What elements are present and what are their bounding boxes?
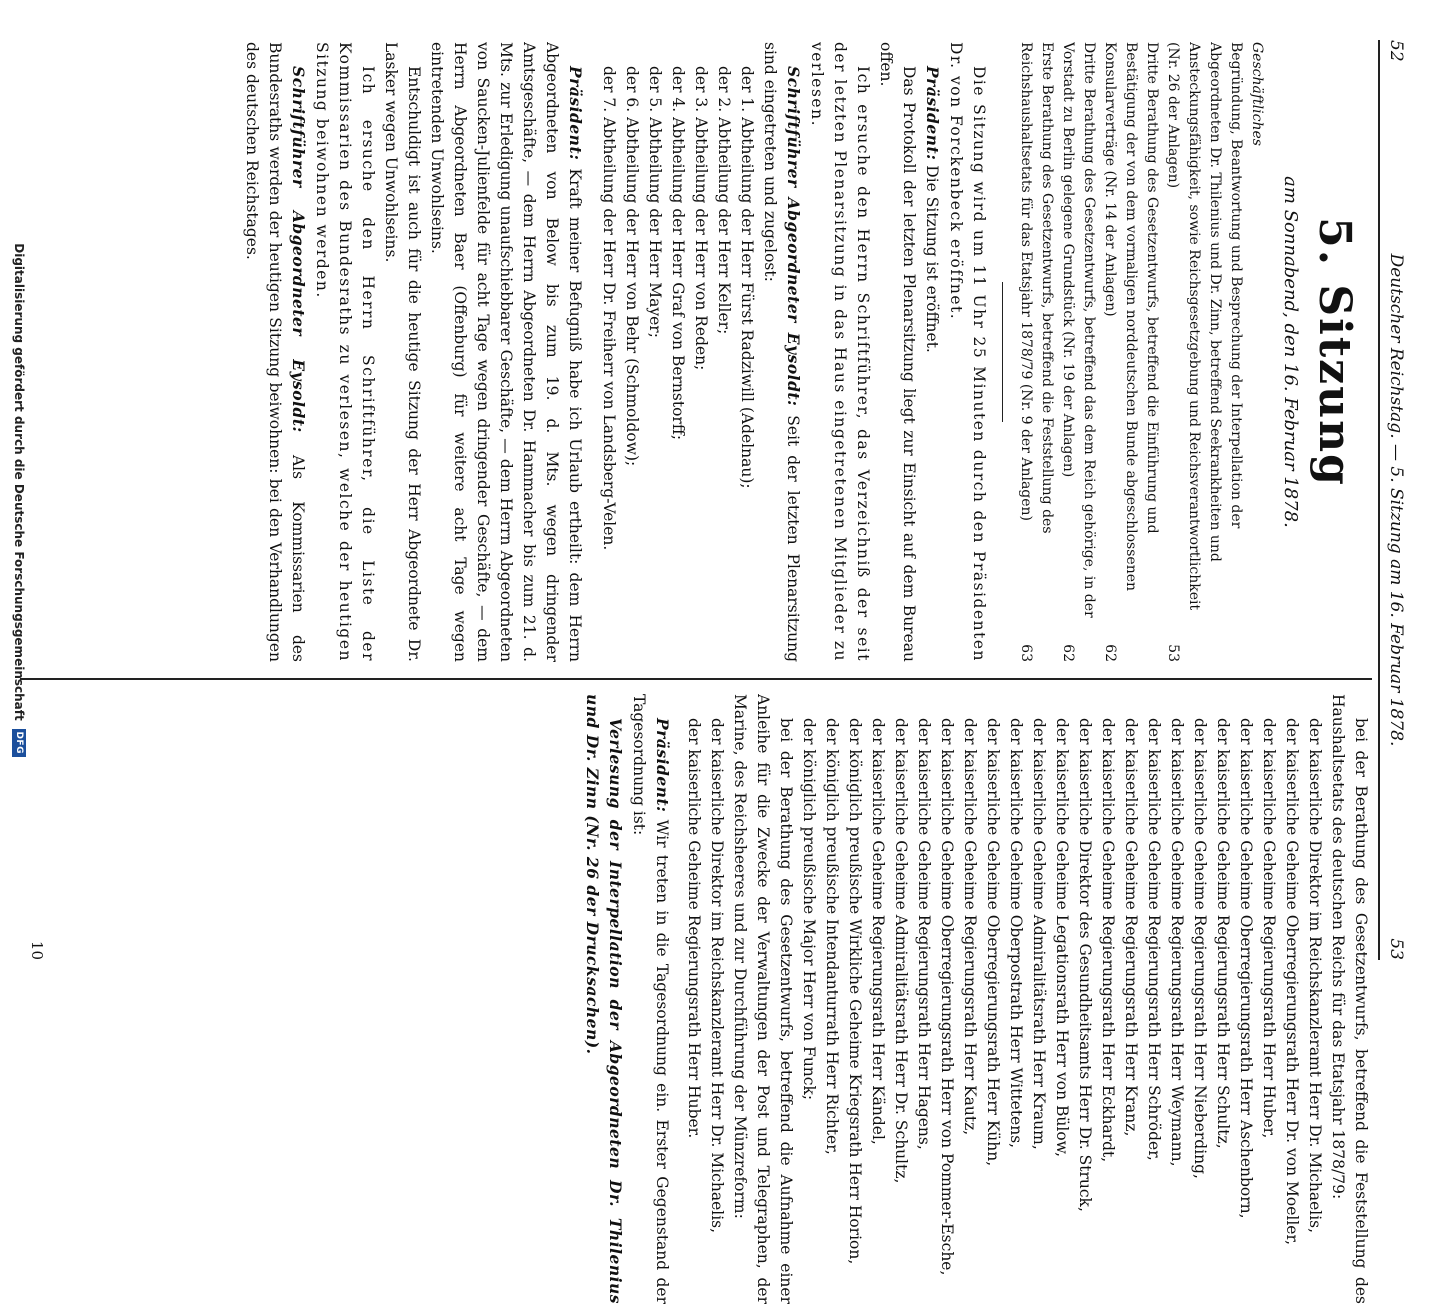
secretary-statement-2: Schriftführer Abgeordneter Eysoldt: Als Kommissarien des Bundesraths werden der heutigen Sitzung beiwohnen: bei den Verhandlungen des deutschen Reichstages. bbox=[243, 42, 308, 662]
list-item: der kaiserliche Direktor im Reichskanzleramt Herr Dr. Michaelis, bbox=[708, 718, 726, 1234]
list-item: der 4. Abtheilung der Herr Graf von Bernstorff; bbox=[669, 66, 687, 441]
list-item: der kaiserliche Geheime Regierungsrath Herr Kautz, bbox=[961, 718, 979, 1136]
list-item: der kaiserliche Geheime Oberregierungsrath Herr Aschenborn, bbox=[1237, 718, 1255, 1219]
list-item: der königlich preußische Wirkliche Geheime Kriegsrath Herr Horion, bbox=[846, 718, 864, 1265]
request2-paragraph: Ich ersuche den Herrn Schriftführer, die Liste der Kommissarien des Bundesraths zu verlesen, welche der heutigen Sitzung beiwohnen werden. bbox=[313, 42, 377, 662]
excused-paragraph: Entschuldigt ist auch für die heutige Sitzung der Herr Abgeordnete Dr. Lasker wegen Unwohlseins. bbox=[382, 42, 423, 662]
opening-paragraph: Die Sitzung wird um 11 Uhr 25 Minuten durch den Präsidenten Dr. von Forckenbeck eröffnet. bbox=[947, 42, 988, 662]
speaker-label: Schriftführer Abgeordneter Eysoldt: bbox=[289, 66, 308, 433]
digitization-footer bbox=[4, 0, 34, 1000]
dfg-logo: DFG bbox=[12, 729, 26, 757]
toc-entry: Begründung, Beantwortung und Besprechung der Interpellation der Abgeordneten Dr. Thilenius und Dr. Zinn, betreffend Seekrankheiten und Ansteckungsfähigkeit, sowie Reichsgesetzgebung und Reichsverantwortlichkeit (Nr. 26 der Anlagen) 53 bbox=[1165, 42, 1244, 662]
list-item: der königlich preußische Major Herr von Funck; bbox=[800, 718, 818, 1101]
session-title: 5. Sitzung bbox=[1309, 217, 1360, 487]
list-item: der kaiserliche Geheime Oberregierungsrath Herr von Pommer-Esche, bbox=[938, 718, 956, 1276]
list-item: der kaiserliche Geheime Admiralitätsrath Herr Kraum, bbox=[1030, 718, 1048, 1150]
intro-paragraph: bei der Berathung des Gesetzentwurfs, betreffend die Feststellung des Haushaltsetats des deutschen Reichs für das Etatsjahr 1878/79: bbox=[1329, 694, 1370, 1304]
list-item: der kaiserliche Geheime Oberregierungsrath Herr Dr. von Moeller, bbox=[1283, 718, 1301, 1246]
list-item: der kaiserliche Geheime Regierungsrath Herr Weymann, bbox=[1168, 718, 1186, 1167]
signature-number: 10 bbox=[28, 940, 46, 960]
column-separator bbox=[20, 678, 1372, 680]
president-leave: Präsident: Kraft meiner Befugniß habe ich Urlaub ertheilt: dem Herrn Abgeordneten von Below bis zum 19. d. Mts. wegen dringender Amtsgeschäfte, — dem Herrn Abgeordneten Dr. Hammacher bis zum 21. d. Mts. zur Erledigung unaufschiebbarer Geschäfte, — dem Herrn Abgeordneten von Saucken-Julienfelde für acht Tage wegen dringender Geschäfte, — dem Herrn Abgeordneten Baer (Offenburg) für weitere acht Tage wegen eintretenden Unwohlseins. bbox=[428, 42, 585, 662]
list-item: der kaiserliche Geheime Regierungsrath Herr Kändel, bbox=[869, 718, 887, 1145]
list-item: der 1. Abtheilung der Herr Fürst Radziwill (Adelnau); bbox=[738, 66, 756, 489]
list-item: der 5. Abtheilung der Herr Mayer; bbox=[646, 66, 664, 338]
list-item: der kaiserliche Geheime Regierungsrath Herr Huber. bbox=[685, 718, 703, 1139]
president-agenda: Präsident: Wir treten in die Tagesordnung ein. Erster Gegenstand der Tagesordnung ist: bbox=[630, 694, 672, 1304]
toc-entry: Dritte Berathung des Gesetzentwurfs, betreffend das dem Reich gehörige, in der Vorstadt zu Berlin gelegene Grundstück (Nr. 19 der Anlagen) 62 bbox=[1060, 42, 1097, 662]
list-item: der kaiserliche Geheime Regierungsrath Herr Kranz, bbox=[1122, 718, 1140, 1137]
list-item: der kaiserliche Geheime Regierungsrath Herr Eckhardt, bbox=[1099, 718, 1117, 1163]
list-item: der kaiserliche Geheime Regierungsrath Herr Hagens, bbox=[915, 718, 933, 1150]
toc-heading: Geschäftliches bbox=[1249, 42, 1265, 146]
list-item: der 2. Abtheilung der Herr Keller; bbox=[715, 66, 733, 335]
president-opening: Präsident: Die Sitzung ist eröffnet. bbox=[923, 66, 942, 353]
list-item: der kaiserliche Geheime Legationsrath Herr von Bülow, bbox=[1053, 718, 1071, 1158]
list-item: der kaiserliche Geheime Regierungsrath Herr Nieberding, bbox=[1191, 718, 1209, 1179]
speaker-label: Präsident: bbox=[923, 66, 942, 161]
list-item: der 7. Abtheilung der Herr Dr. Freiherr von Landsberg-Velen. bbox=[600, 66, 618, 551]
loan-paragraph: bei der Berathung des Gesetzentwurfs, betreffend die Aufnahme einer Anleihe für die Zwecke der Verwaltungen der Post und Telegraphen, der Marine, des Reichsheeres und zur Durchführung der Münzreform: bbox=[731, 694, 795, 1304]
toc-entry: Dritte Berathung des Gesetzentwurfs, betreffend die Einführung und Bestätigung der von dem vormaligen norddeutschen Bunde abgeschlossenen Konsularverträge (Nr. 14 der Anlagen) 62 bbox=[1102, 42, 1160, 662]
list-item: der kaiserliche Geheime Admiralitätsrath Herr Dr. Schultz, bbox=[892, 718, 910, 1184]
toc-entry: Erste Berathung des Gesetzentwurfs, betreffend die Feststellung des Reichshaushaltsetats für das Etatsjahr 1878/79 (Nr. 9 der Anlagen) 63 bbox=[1018, 42, 1055, 662]
list-item: der kaiserliche Geheime Regierungsrath Herr Schröder, bbox=[1145, 718, 1163, 1161]
list-item: der kaiserliche Geheime Oberregierungsrath Herr Kühn, bbox=[984, 718, 1002, 1167]
header-rule bbox=[1378, 40, 1380, 960]
agenda-item: Verlesung der Interpellation der Abgeordneten Dr. Thilenius und Dr. Zinn (Nr. 26 der Drucksachen). bbox=[583, 694, 625, 1304]
speaker-label: Präsident: bbox=[653, 718, 672, 813]
header-title: Deutscher Reichstag. — 5. Sitzung am 16. Februar 1878. bbox=[1386, 253, 1406, 747]
list-item: der kaiserliche Direktor im Reichskanzleramt Herr Dr. Michaelis, bbox=[1306, 718, 1324, 1234]
list-item: der kaiserliche Direktor des Gesundheitsamts Herr Dr. Struck, bbox=[1076, 718, 1094, 1212]
header-page-right: 53 bbox=[1386, 938, 1406, 960]
request-paragraph: Ich ersuche den Herrn Schriftführer, das Verzeichniß der seit der letzten Plenarsitzung in das Haus eingetretenen Mitglieder zu verlesen. bbox=[808, 42, 872, 662]
header-page-left: 52 bbox=[1386, 40, 1406, 62]
speaker-label: Präsident: bbox=[566, 66, 585, 161]
list-item: der kaiserliche Geheime Regierungsrath Herr Schultz, bbox=[1214, 718, 1232, 1149]
footer-text: Digitalisierung gefördert durch die Deutsche Forschungsgemeinschaft bbox=[12, 243, 26, 721]
right-column bbox=[20, 694, 1372, 1304]
list-item: der kaiserliche Geheime Regierungsrath Herr Huber, bbox=[1260, 718, 1278, 1139]
member-list bbox=[597, 42, 758, 662]
speaker-label: Schriftführer Abgeordneter Eysoldt: bbox=[784, 66, 803, 407]
section-divider bbox=[1002, 282, 1003, 422]
list-item: der 3. Abtheilung der Herr von Reden; bbox=[692, 66, 710, 371]
list-item: der kaiserliche Geheime Oberpostrath Herr Wittetens, bbox=[1007, 718, 1025, 1149]
commissioner-list bbox=[797, 694, 1326, 1304]
running-header bbox=[1386, 40, 1426, 960]
secretary-statement: Schriftführer Abgeordneter Eysoldt: Seit der letzten Plenarsitzung sind eingetreten und zugelost: bbox=[761, 42, 803, 662]
list-item: der königlich preußische Intendanturrath Herr Richter, bbox=[823, 718, 841, 1155]
left-column bbox=[20, 42, 1372, 662]
list-item: der 6. Abtheilung der Herr von Behr (Schmoldow); bbox=[623, 66, 641, 467]
protocol-paragraph: Das Protokoll der letzten Plenarsitzung liegt zur Einsicht auf dem Bureau offen. bbox=[877, 42, 918, 662]
session-date: am Sonnabend, den 16. Februar 1878. bbox=[1280, 176, 1301, 528]
